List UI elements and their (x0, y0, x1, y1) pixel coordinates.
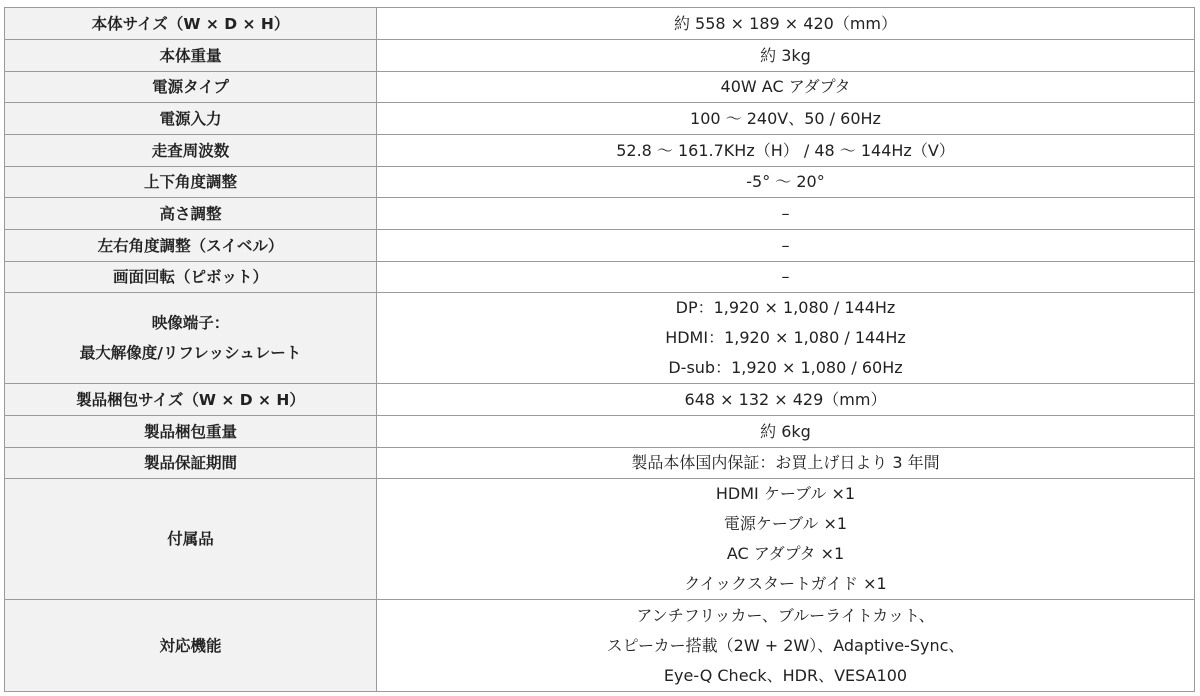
row-value: 約 3kg (377, 40, 1195, 72)
row-label: 走査周波数 (5, 135, 377, 167)
value-line: Eye-Q Check、HDR、VESA100 (663, 665, 908, 685)
table-row (5, 600, 1195, 692)
value-line: 電源ケーブル ×1 (723, 514, 848, 533)
row-label-line: 映像端子： (151, 314, 230, 332)
table-row (5, 293, 1195, 384)
row-value (377, 293, 1195, 384)
row-label: 付属品 (5, 479, 377, 600)
row-label: 左右角度調整（スイベル） (5, 230, 377, 262)
row-value: – (377, 230, 1195, 262)
row-value (377, 479, 1195, 600)
spec-table (4, 7, 1195, 692)
row-label (5, 293, 377, 384)
row-value: – (377, 262, 1195, 293)
table-row (5, 8, 1195, 40)
row-label: 画面回転（ピボット） (5, 262, 377, 293)
row-value: 製品本体国内保証：お買上げ日より 3 年間 (377, 448, 1195, 479)
table-row (5, 198, 1195, 230)
value-line: DP：1,920 × 1,080 / 144Hz (675, 298, 896, 317)
table-row (5, 72, 1195, 103)
row-label: 電源タイプ (5, 72, 377, 103)
row-label: 電源入力 (5, 103, 377, 135)
row-value: -5° ～ 20° (377, 167, 1195, 198)
row-label: 製品梱包サイズ（W × D × H） (5, 384, 377, 416)
row-label: 高さ調整 (5, 198, 377, 230)
value-line: HDMI ケーブル ×1 (715, 484, 856, 503)
value-line: HDMI：1,920 × 1,080 / 144Hz (665, 328, 906, 347)
row-label: 製品保証期間 (5, 448, 377, 479)
row-value: 52.8 ～ 161.7KHz（H） / 48 ～ 144Hz（V） (377, 135, 1195, 167)
value-line: D-sub：1,920 × 1,080 / 60Hz (668, 358, 903, 377)
value-line: スピーカー搭載（2W + 2W）、Adaptive-Sync、 (606, 635, 965, 655)
table-row (5, 230, 1195, 262)
row-value: 648 × 132 × 429（mm） (377, 384, 1195, 416)
value-line: クイックスタートガイド ×1 (684, 574, 887, 593)
row-label: 対応機能 (5, 600, 377, 692)
row-value: 約 6kg (377, 416, 1195, 448)
row-label-line: 最大解像度/リフレッシュレート (79, 344, 302, 362)
table-row (5, 40, 1195, 72)
table-row (5, 135, 1195, 167)
row-label: 本体重量 (5, 40, 377, 72)
row-label: 上下角度調整 (5, 167, 377, 198)
table-row (5, 167, 1195, 198)
table-row (5, 479, 1195, 600)
row-value: 約 558 × 189 × 420（mm） (377, 8, 1195, 40)
table-row (5, 262, 1195, 293)
row-label: 本体サイズ（W × D × H） (5, 8, 377, 40)
row-value: – (377, 198, 1195, 230)
row-value (377, 600, 1195, 692)
row-value: 100 ～ 240V、50 / 60Hz (377, 103, 1195, 135)
table-row (5, 448, 1195, 479)
value-line: AC アダプタ ×1 (726, 544, 845, 563)
table-row (5, 384, 1195, 416)
value-line: アンチフリッカー、ブルーライトカット、 (636, 605, 935, 625)
row-label: 製品梱包重量 (5, 416, 377, 448)
table-row (5, 103, 1195, 135)
table-row (5, 416, 1195, 448)
row-value: 40W AC アダプタ (377, 72, 1195, 103)
